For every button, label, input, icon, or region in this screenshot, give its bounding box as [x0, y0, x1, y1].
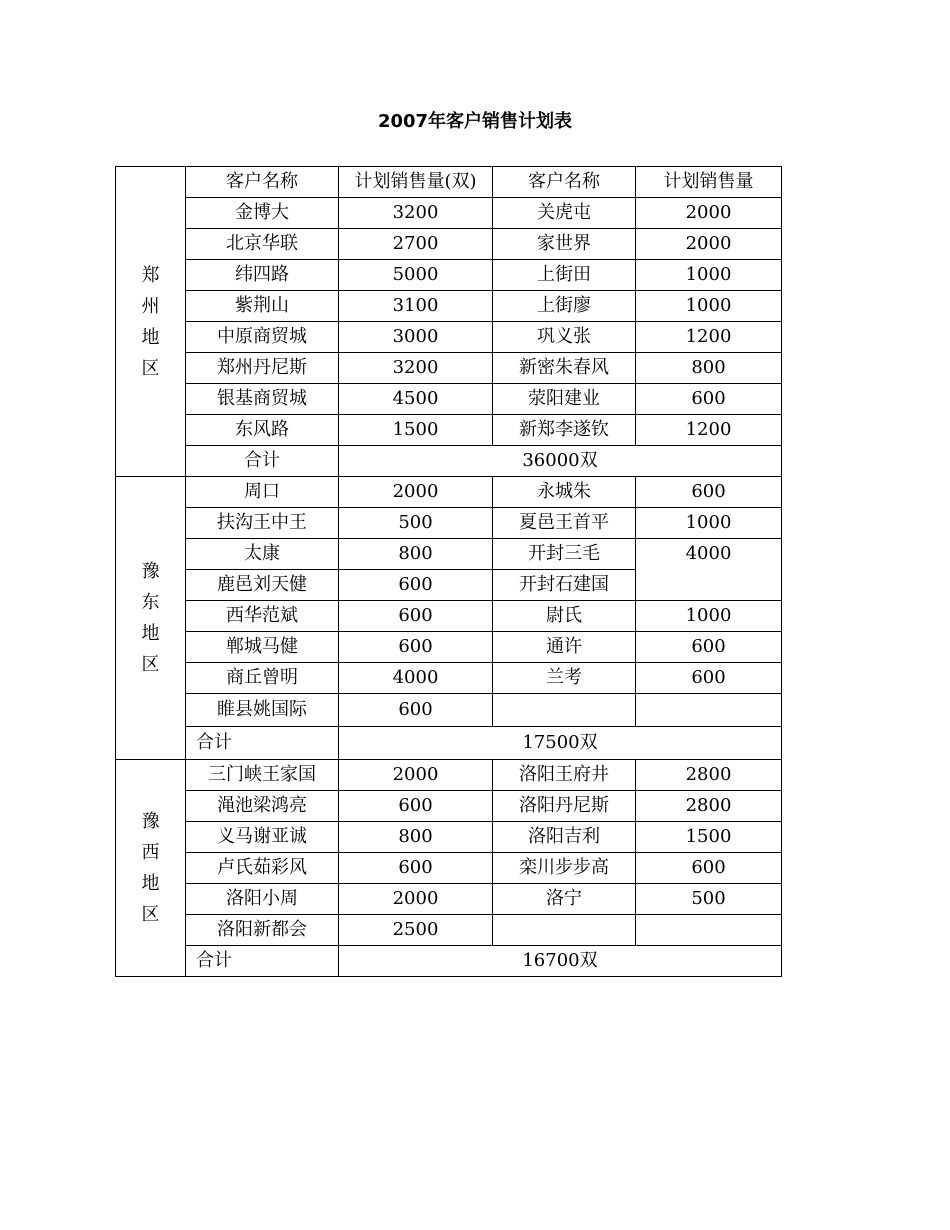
sales-cell: 1000	[636, 260, 782, 291]
total-label: 合计	[186, 446, 339, 477]
customer-cell: 荥阳建业	[493, 384, 636, 415]
total-value: 16700双	[339, 946, 782, 977]
customer-cell	[493, 694, 636, 727]
table-row	[116, 694, 782, 727]
customer-cell: 洛宁	[493, 884, 636, 915]
customer-cell: 开封石建国	[493, 570, 636, 601]
customer-cell: 太康	[186, 539, 339, 570]
total-value: 17500双	[339, 727, 782, 760]
table-row	[116, 353, 782, 384]
sales-cell: 4000	[339, 663, 493, 694]
table-row	[116, 884, 782, 915]
table-row	[116, 915, 782, 946]
sales-cell	[636, 915, 782, 946]
table-row	[116, 791, 782, 822]
sales-cell: 1200	[636, 322, 782, 353]
customer-cell: 上街廖	[493, 291, 636, 322]
sales-cell: 2500	[339, 915, 493, 946]
table-row	[116, 415, 782, 446]
total-row	[116, 727, 782, 760]
sales-cell: 600	[339, 853, 493, 884]
customer-cell: 扶沟王中王	[186, 508, 339, 539]
customer-cell: 永城朱	[493, 477, 636, 508]
total-row	[116, 946, 782, 977]
header-customer-name: 客户名称	[186, 167, 339, 198]
customer-cell: 新郑李遂钦	[493, 415, 636, 446]
customer-cell: 开封三毛	[493, 539, 636, 570]
sales-cell: 600	[339, 791, 493, 822]
region-cell	[116, 760, 186, 977]
customer-cell: 兰考	[493, 663, 636, 694]
customer-cell: 西华范斌	[186, 601, 339, 632]
customer-cell: 东风路	[186, 415, 339, 446]
customer-cell: 周口	[186, 477, 339, 508]
header-planned-sales-pairs: 计划销售量(双)	[339, 167, 493, 198]
customer-cell: 郑州丹尼斯	[186, 353, 339, 384]
sales-cell: 600	[636, 663, 782, 694]
sales-cell: 600	[339, 601, 493, 632]
customer-cell: 商丘曾明	[186, 663, 339, 694]
sales-cell: 1500	[339, 415, 493, 446]
table-row	[116, 760, 782, 791]
sales-cell: 2800	[636, 760, 782, 791]
total-label: 合计	[186, 946, 339, 977]
sales-cell: 500	[339, 508, 493, 539]
customer-cell: 栾川步步高	[493, 853, 636, 884]
sales-cell: 500	[636, 884, 782, 915]
table-header-row	[116, 167, 782, 198]
sales-cell: 1000	[636, 291, 782, 322]
customer-cell: 卢氏茹彩风	[186, 853, 339, 884]
sales-cell: 600	[636, 477, 782, 508]
table-row	[116, 198, 782, 229]
customer-cell: 银基商贸城	[186, 384, 339, 415]
customer-cell: 洛阳吉利	[493, 822, 636, 853]
sales-cell: 2000	[636, 229, 782, 260]
sales-cell	[636, 694, 782, 727]
customer-cell: 洛阳小周	[186, 884, 339, 915]
customer-cell: 北京华联	[186, 229, 339, 260]
sales-cell: 600	[636, 853, 782, 884]
table-row	[116, 384, 782, 415]
sales-cell: 3200	[339, 198, 493, 229]
region-label: 郑 州 地 区	[141, 264, 160, 379]
customer-cell: 义马谢亚诚	[186, 822, 339, 853]
table-row	[116, 291, 782, 322]
customer-cell: 关虎屯	[493, 198, 636, 229]
total-value: 36000双	[339, 446, 782, 477]
customer-cell: 睢县姚国际	[186, 694, 339, 727]
sales-cell: 800	[339, 822, 493, 853]
sales-cell: 1000	[636, 601, 782, 632]
table-row	[116, 632, 782, 663]
customer-cell: 家世界	[493, 229, 636, 260]
sales-cell: 4000	[636, 539, 782, 601]
customer-cell: 渑池梁鸿亮	[186, 791, 339, 822]
table-row	[116, 322, 782, 353]
customer-cell: 夏邑王首平	[493, 508, 636, 539]
table-row	[116, 663, 782, 694]
sales-cell: 600	[636, 632, 782, 663]
sales-cell: 1200	[636, 415, 782, 446]
region-label: 豫 西 地 区	[141, 811, 160, 925]
sales-cell: 5000	[339, 260, 493, 291]
customer-cell: 紫荆山	[186, 291, 339, 322]
table-row	[116, 601, 782, 632]
sales-cell: 3100	[339, 291, 493, 322]
customer-cell: 郸城马健	[186, 632, 339, 663]
header-planned-sales: 计划销售量	[636, 167, 782, 198]
table-row	[116, 853, 782, 884]
sales-cell: 600	[636, 384, 782, 415]
customer-cell: 鹿邑刘天健	[186, 570, 339, 601]
sales-cell: 600	[339, 570, 493, 601]
sales-cell: 600	[339, 694, 493, 727]
table-row	[116, 260, 782, 291]
sales-cell: 3000	[339, 322, 493, 353]
total-row	[116, 446, 782, 477]
table-row	[116, 539, 782, 570]
table-row	[116, 229, 782, 260]
page-title: 2007年客户销售计划表	[377, 111, 573, 132]
customer-cell: 新密朱春风	[493, 353, 636, 384]
header-customer-name-2: 客户名称	[493, 167, 636, 198]
sales-cell: 2000	[339, 760, 493, 791]
sales-cell: 800	[339, 539, 493, 570]
sales-cell: 2000	[339, 477, 493, 508]
sales-cell: 2700	[339, 229, 493, 260]
sales-cell: 600	[339, 632, 493, 663]
sales-cell: 800	[636, 353, 782, 384]
customer-cell: 中原商贸城	[186, 322, 339, 353]
sales-plan-table	[115, 166, 782, 977]
sales-cell: 2800	[636, 791, 782, 822]
customer-cell: 金博大	[186, 198, 339, 229]
sales-cell: 4500	[339, 384, 493, 415]
region-label: 豫 东 地 区	[141, 561, 160, 675]
customer-cell: 巩义张	[493, 322, 636, 353]
table-row	[116, 477, 782, 508]
region-cell	[116, 167, 186, 477]
sales-cell: 3200	[339, 353, 493, 384]
customer-cell: 纬四路	[186, 260, 339, 291]
customer-cell: 洛阳王府井	[493, 760, 636, 791]
total-label: 合计	[186, 727, 339, 760]
customer-cell: 洛阳丹尼斯	[493, 791, 636, 822]
region-cell	[116, 477, 186, 760]
table-row	[116, 508, 782, 539]
sales-cell: 1500	[636, 822, 782, 853]
table-row	[116, 822, 782, 853]
customer-cell	[493, 915, 636, 946]
customer-cell: 上街田	[493, 260, 636, 291]
customer-cell: 三门峡王家国	[186, 760, 339, 791]
sales-cell: 2000	[339, 884, 493, 915]
customer-cell: 通许	[493, 632, 636, 663]
customer-cell: 尉氏	[493, 601, 636, 632]
sales-cell: 1000	[636, 508, 782, 539]
sales-cell: 2000	[636, 198, 782, 229]
customer-cell: 洛阳新都会	[186, 915, 339, 946]
